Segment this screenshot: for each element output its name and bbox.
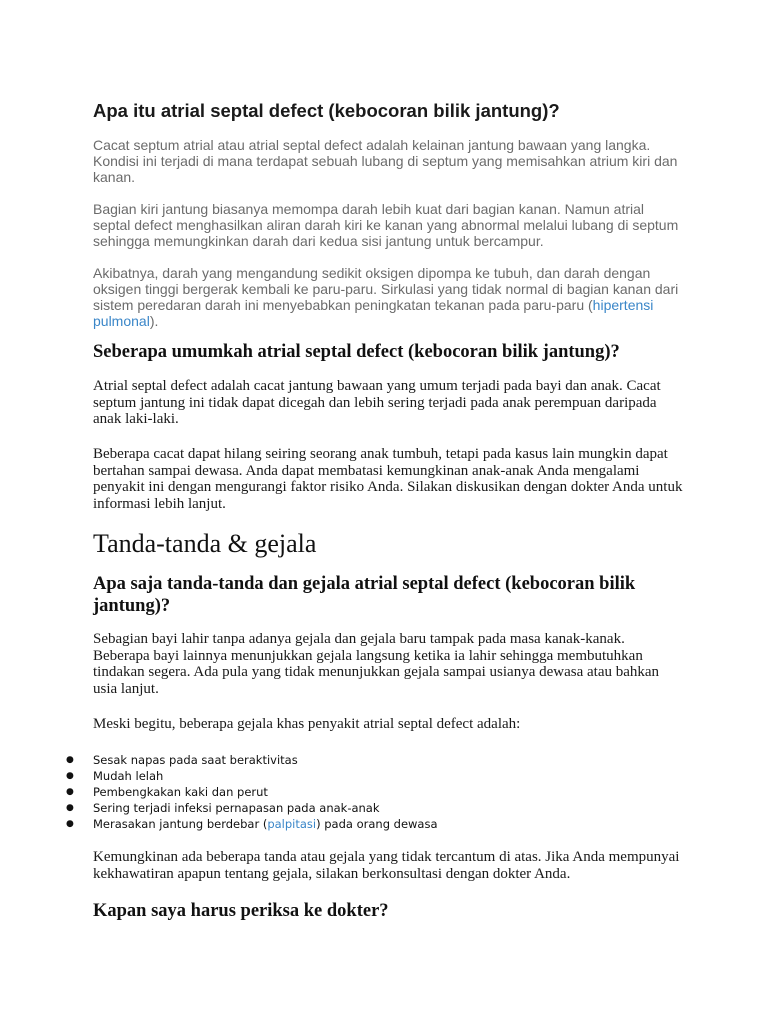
list-item-text: Pembengkakan kaki dan perut — [93, 785, 268, 799]
list-item-text: Sering terjadi infeksi pernapasan pada anak-anak — [93, 801, 380, 815]
list-item — [63, 768, 683, 784]
paragraph-consequence — [93, 265, 683, 329]
bullet-icon: ● — [66, 787, 74, 797]
bullet-icon: ● — [66, 819, 74, 829]
bullet-icon: ● — [66, 771, 74, 781]
list-item-text: Merasakan jantung berdebar ( — [93, 817, 268, 831]
paragraph-outgrow: Beberapa cacat dapat hilang seiring seorang anak tumbuh, tetapi pada kasus lain mungkin dapat bertahan sampai dewasa. Anda dapat membatasi kemungkinan anak-anak Anda mengalami penyakit ini dengan mengurangi faktor risiko Anda. Silakan diskusikan dengan dokter Anda untuk informasi lebih lanjut. — [93, 446, 683, 512]
paragraph-consequence-text: Akibatnya, darah yang mengandung sedikit oksigen dipompa ke tubuh, dan darah dengan oksigen tinggi bergerak kembali ke paru-paru. Sirkulasi yang tidak normal di bagian kanan dari sistem peredaran darah ini menyebabkan peningkatan tekanan pada paru-paru ( — [93, 265, 679, 313]
list-item-text: Mudah lelah — [93, 769, 164, 783]
bullet-icon: ● — [66, 755, 74, 765]
link-hipertensi-pulmonal[interactable]: hipertensi pulmonal — [93, 297, 654, 329]
paragraph-definition: Cacat septum atrial atau atrial septal defect adalah kelainan jantung bawaan yang langka. Kondisi ini terjadi di mana terdapat sebuah lubang di septum yang memisahkan atrium kiri dan kanan. — [93, 137, 678, 185]
list-item — [63, 784, 683, 800]
link-palpitasi[interactable]: palpitasi — [267, 817, 317, 831]
paragraph-common: Atrial septal defect adalah cacat jantung bawaan yang umum terjadi pada bayi dan anak. Cacat septum jantung ini tidak dapat dicegah dan lebih sering terjadi pada anak perempuan daripada anak laki-laki. — [93, 378, 661, 427]
list-item-text-end: ) pada orang dewasa — [316, 817, 438, 831]
heading-signs-symptoms: Tanda-tanda & gejala — [93, 529, 317, 558]
list-item — [63, 800, 683, 816]
list-item — [63, 816, 683, 832]
section-title-how-common: Seberapa umumkah atrial septal defect (kebocoran bilik jantung)? — [93, 342, 620, 362]
paragraph-mechanism: Bagian kiri jantung biasanya memompa darah lebih kuat dari bagian kanan. Namun atrial septal defect menghasilkan aliran darah kiri ke kanan yang abnormal melalui lubang di septum sehingga memungkinkan darah dari kedua sisi jantung untuk bercampur. — [93, 201, 679, 249]
section-title-what-is: Apa itu atrial septal defect (kebocoran bilik jantung)? — [93, 100, 560, 121]
paragraph-other-symptoms: Kemungkinan ada beberapa tanda atau gejala yang tidak tercantum di atas. Jika Anda mempunyai kekhawatiran apapun tentang gejala, silakan berkonsultasi dengan dokter Anda. — [93, 849, 680, 882]
paragraph-babies: Sebagian bayi lahir tanpa adanya gejala dan gejala baru tampak pada masa kanak-kanak. Beberapa bayi lainnya menunjukkan gejala langsung ketika ia lahir sehingga membutuhkan tindakan segera. Ada pula yang tidak menunjukkan gejala sampai usianya dewasa atau bahkan usia lanjut. — [93, 631, 660, 697]
bullet-icon: ● — [66, 803, 74, 813]
paragraph-consequence-end: ). — [149, 313, 159, 329]
symptom-list — [63, 752, 683, 832]
paragraph-typical-symptoms: Meski begitu, beberapa gejala khas penyakit atrial septal defect adalah: — [93, 716, 521, 732]
list-item-text: Sesak napas pada saat beraktivitas — [93, 753, 298, 767]
section-title-when-doctor: Kapan saya harus periksa ke dokter? — [93, 901, 389, 921]
list-item — [63, 752, 683, 768]
section-title-symptoms: Apa saja tanda-tanda dan gejala atrial septal defect (kebocoran bilik jantung)? — [93, 574, 636, 616]
